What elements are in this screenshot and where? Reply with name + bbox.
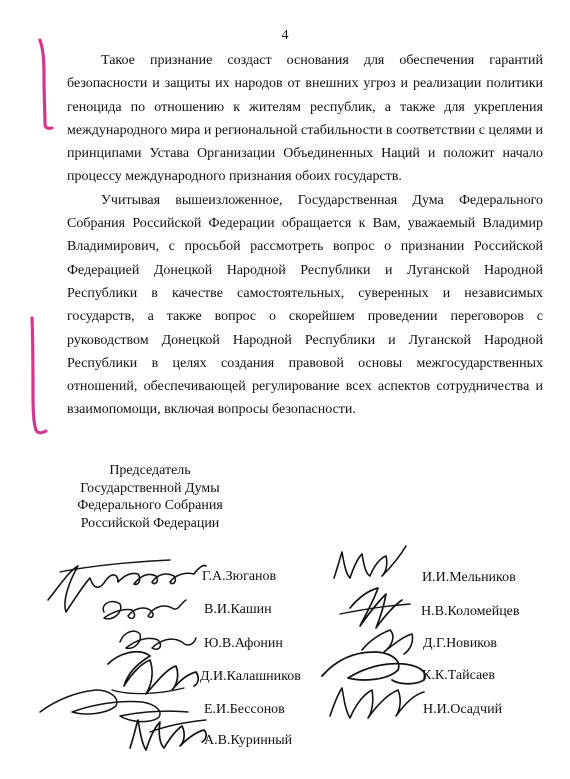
signer-right: И.И.Мельников bbox=[422, 570, 516, 585]
signer-right: К.К.Тайсаев bbox=[422, 668, 496, 683]
paragraph-recognition-basis: Такое признание создаст основания для обеспечения гарантий безопасности и защиты их народов от внешних угроз и реализации политики геноцида по отношению к жителям республик, а также для укрепления международного мира и региональной стабильности в соответствии с целями и принципами Устава Организации Объединенных Наций и положит начало процессу международного признания обоих государств. bbox=[67, 53, 543, 185]
signer-left: Е.И.Бессонов bbox=[204, 702, 285, 717]
signer-left: Г.А.Зюганов bbox=[202, 569, 277, 584]
signer-left: А.В.Куринный bbox=[204, 733, 293, 748]
signature-title-line: Российской Федерации bbox=[80, 515, 220, 531]
signature-title-line: Государственной Думы bbox=[80, 480, 220, 496]
signature-title-line: Федерального Собрания bbox=[77, 498, 223, 513]
signer-right: Д.Г.Новиков bbox=[423, 636, 497, 651]
page-number: 4 bbox=[281, 28, 289, 43]
signer-left: В.И.Кашин bbox=[204, 602, 272, 617]
highlighter-bracket-bottom bbox=[32, 318, 46, 433]
signer-left: Д.И.Калашников bbox=[200, 669, 301, 684]
signature-title-line: Председатель bbox=[109, 463, 191, 478]
signer-right: Н.В.Коломейцев bbox=[421, 604, 520, 619]
signer-right: Н.И.Осадчий bbox=[423, 702, 503, 717]
highlighter-bracket-top bbox=[40, 40, 52, 128]
paragraph-request: Учитывая вышеизложенное, Государственная Дума Федерального Собрания Российской Федерации обращается к Вам, уважаемый Владимир Владимирович, с просьбой рассмотреть вопрос о признании Российской Федерацией Донецкой Народной Республики и Луганской Народной Республики в качестве самостоятельных, суверенных и независимых государств, а также вопрос о скорейшем проведении переговоров с руководством Донецкой Народной Республики и Луганской Народной Республики в целях создания правовой основы межгосударственных отношений, обеспечивающей регулирование всех аспектов сотрудничества и взаимопомощи, включая вопросы безопасности. bbox=[67, 192, 543, 418]
signer-left: Ю.В.Афонин bbox=[204, 636, 283, 651]
